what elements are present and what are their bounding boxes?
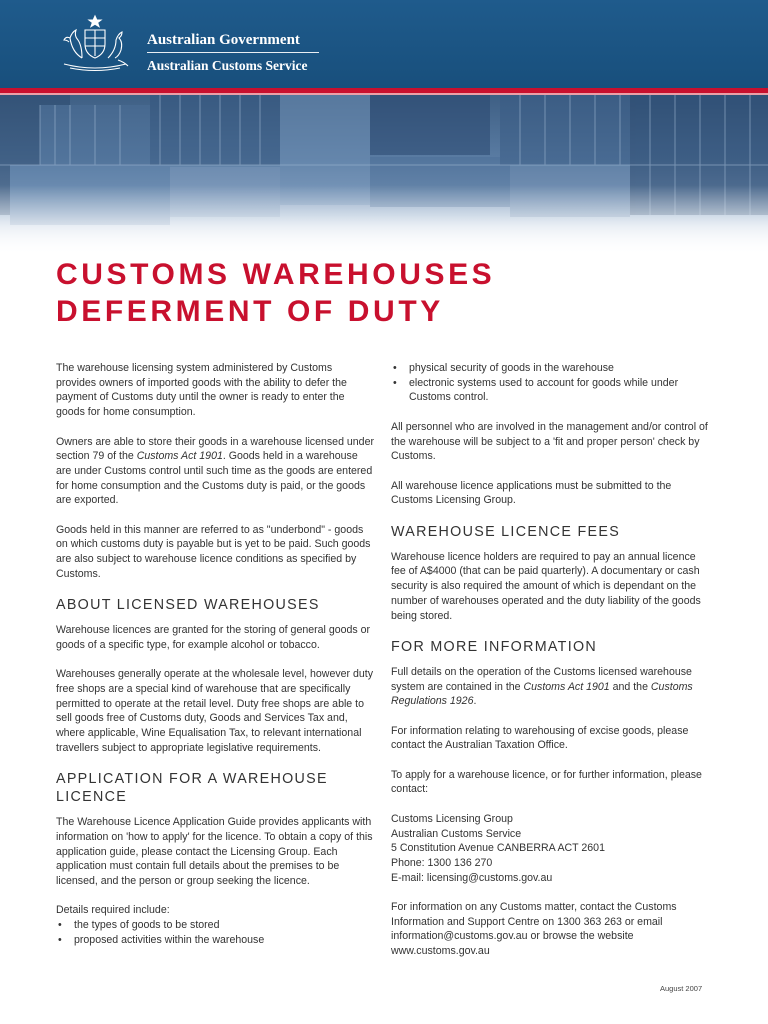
list-item: • physical security of goods in the warehouse xyxy=(391,361,713,376)
right-column xyxy=(391,361,713,974)
info-paragraph-4: For information on any Customs matter, contact the Customs Information and Support Centre on 1300 363 263 or email information@customs.gov.au or browse the website www.customs.gov.au xyxy=(391,901,677,958)
info-p1-regulations: Customs Regulations 1926 xyxy=(391,680,693,708)
agency-name: Australian Customs Service xyxy=(147,58,308,73)
address-line: Customs Licensing Group xyxy=(391,812,513,825)
intro-p2-text-b: . Goods held in a warehouse are under Customs control until such time as the goods are entered for home consumption and the Customs duty is paid, or the goods are exported. xyxy=(56,450,373,507)
list-item: • proposed activities within the warehouse xyxy=(56,933,374,948)
heading-application: APPLICATION FOR A WAREHOUSE LICENCE xyxy=(56,771,328,806)
branding-divider xyxy=(147,52,319,53)
about-paragraph-2: Warehouses generally operate at the wholesale level, however duty free shops are a special kind of warehouse that are specifically permitted to operate at the retail level. Duty free shops are able to sell goods free of Customs duty, Goods and Services Tax and, where applicable, Wine Equalisation Tax, to relevant international travellers subject to appropriate legislative requirements. xyxy=(56,668,374,754)
intro-paragraph-2 xyxy=(56,435,374,509)
document-title xyxy=(56,256,736,330)
government-branding xyxy=(147,30,319,74)
info-p1-end: . xyxy=(473,695,477,708)
address-line: Australian Customs Service xyxy=(391,827,522,840)
application-paragraph: The Warehouse Licence Application Guide provides applicants with information on 'how to apply' for the licence. To obtain a copy of this application guide, please contact the Licensing Group. Each application must contain full details about the premises to be licensed, and the person or group seeking the licence. xyxy=(56,816,373,888)
shipping-containers-photo xyxy=(0,95,768,255)
info-p1-and: and the xyxy=(609,680,651,693)
coat-of-arms-icon xyxy=(56,14,134,74)
heading-more-information: FOR MORE INFORMATION xyxy=(391,638,598,655)
contact-address xyxy=(391,812,713,886)
info-paragraph-1 xyxy=(391,665,713,709)
intro-paragraph-1: The warehouse licensing system administered by Customs provides owners of imported goods with the ability to defer the payment of Customs duty until the owner is ready to enter the goods for home consumption. xyxy=(56,362,347,419)
details-list-right xyxy=(391,361,713,405)
left-column xyxy=(56,361,374,948)
address-line: 5 Constitution Avenue CANBERRA ACT 2601 xyxy=(391,842,605,855)
info-paragraph-2: For information relating to warehousing of excise goods, please contact the Australian Taxation Office. xyxy=(391,724,689,752)
info-paragraph-3: To apply for a warehouse licence, or for further information, please contact: xyxy=(391,768,702,796)
email-line: E-mail: licensing@customs.gov.au xyxy=(391,871,553,884)
info-p1-text-a: Full details on the operation of the Customs licensed warehouse system are contained in the xyxy=(391,665,692,693)
list-item: • electronic systems used to account for goods while under Customs control. xyxy=(391,376,713,405)
personnel-paragraph: All personnel who are involved in the management and/or control of the warehouse will be subject to a 'fit and proper person' check by Customs. xyxy=(391,420,708,463)
government-name: Australian Government xyxy=(147,32,300,48)
about-paragraph-1: Warehouse licences are granted for the storing of general goods or goods of a specific type, for example alcohol or tobacco. xyxy=(56,624,371,651)
details-label: Details required include: xyxy=(56,904,170,917)
info-p1-act: Customs Act 1901 xyxy=(523,680,610,693)
header-bar xyxy=(0,0,768,88)
intro-p2-text-a: Owners are able to store their goods in a warehouse licensed under section 79 of the xyxy=(56,435,374,463)
heading-licence-fees: WAREHOUSE LICENCE FEES xyxy=(391,523,621,540)
intro-p2-act: Customs Act 1901 xyxy=(136,450,223,463)
publication-date: August 2007 xyxy=(660,984,703,993)
details-list-left xyxy=(56,918,374,947)
title-line-1: CUSTOMS WAREHOUSES xyxy=(56,258,496,291)
photo-fade xyxy=(0,185,768,255)
fees-paragraph: Warehouse licence holders are required to pay an annual licence fee of A$4000 (that can be paid quarterly). A documentary or cash security is also required the amount of which is dependant on the number of warehouses operated and the duty liability of the goods being stored. xyxy=(391,550,701,622)
title-line-2: DEFERMENT OF DUTY xyxy=(56,295,444,328)
phone-line: Phone: 1300 136 270 xyxy=(391,856,493,869)
submit-paragraph: All warehouse licence applications must be submitted to the Customs Licensing Group. xyxy=(391,479,672,507)
heading-about-licensed-warehouses: ABOUT LICENSED WAREHOUSES xyxy=(56,597,320,614)
list-item: • the types of goods to be stored xyxy=(56,918,374,933)
intro-paragraph-3: Goods held in this manner are referred to as "underbond" - goods on which customs duty is payable but is yet to be paid. Such goods are also subject to warehouse licence conditions as specified by Customs. xyxy=(56,523,371,580)
